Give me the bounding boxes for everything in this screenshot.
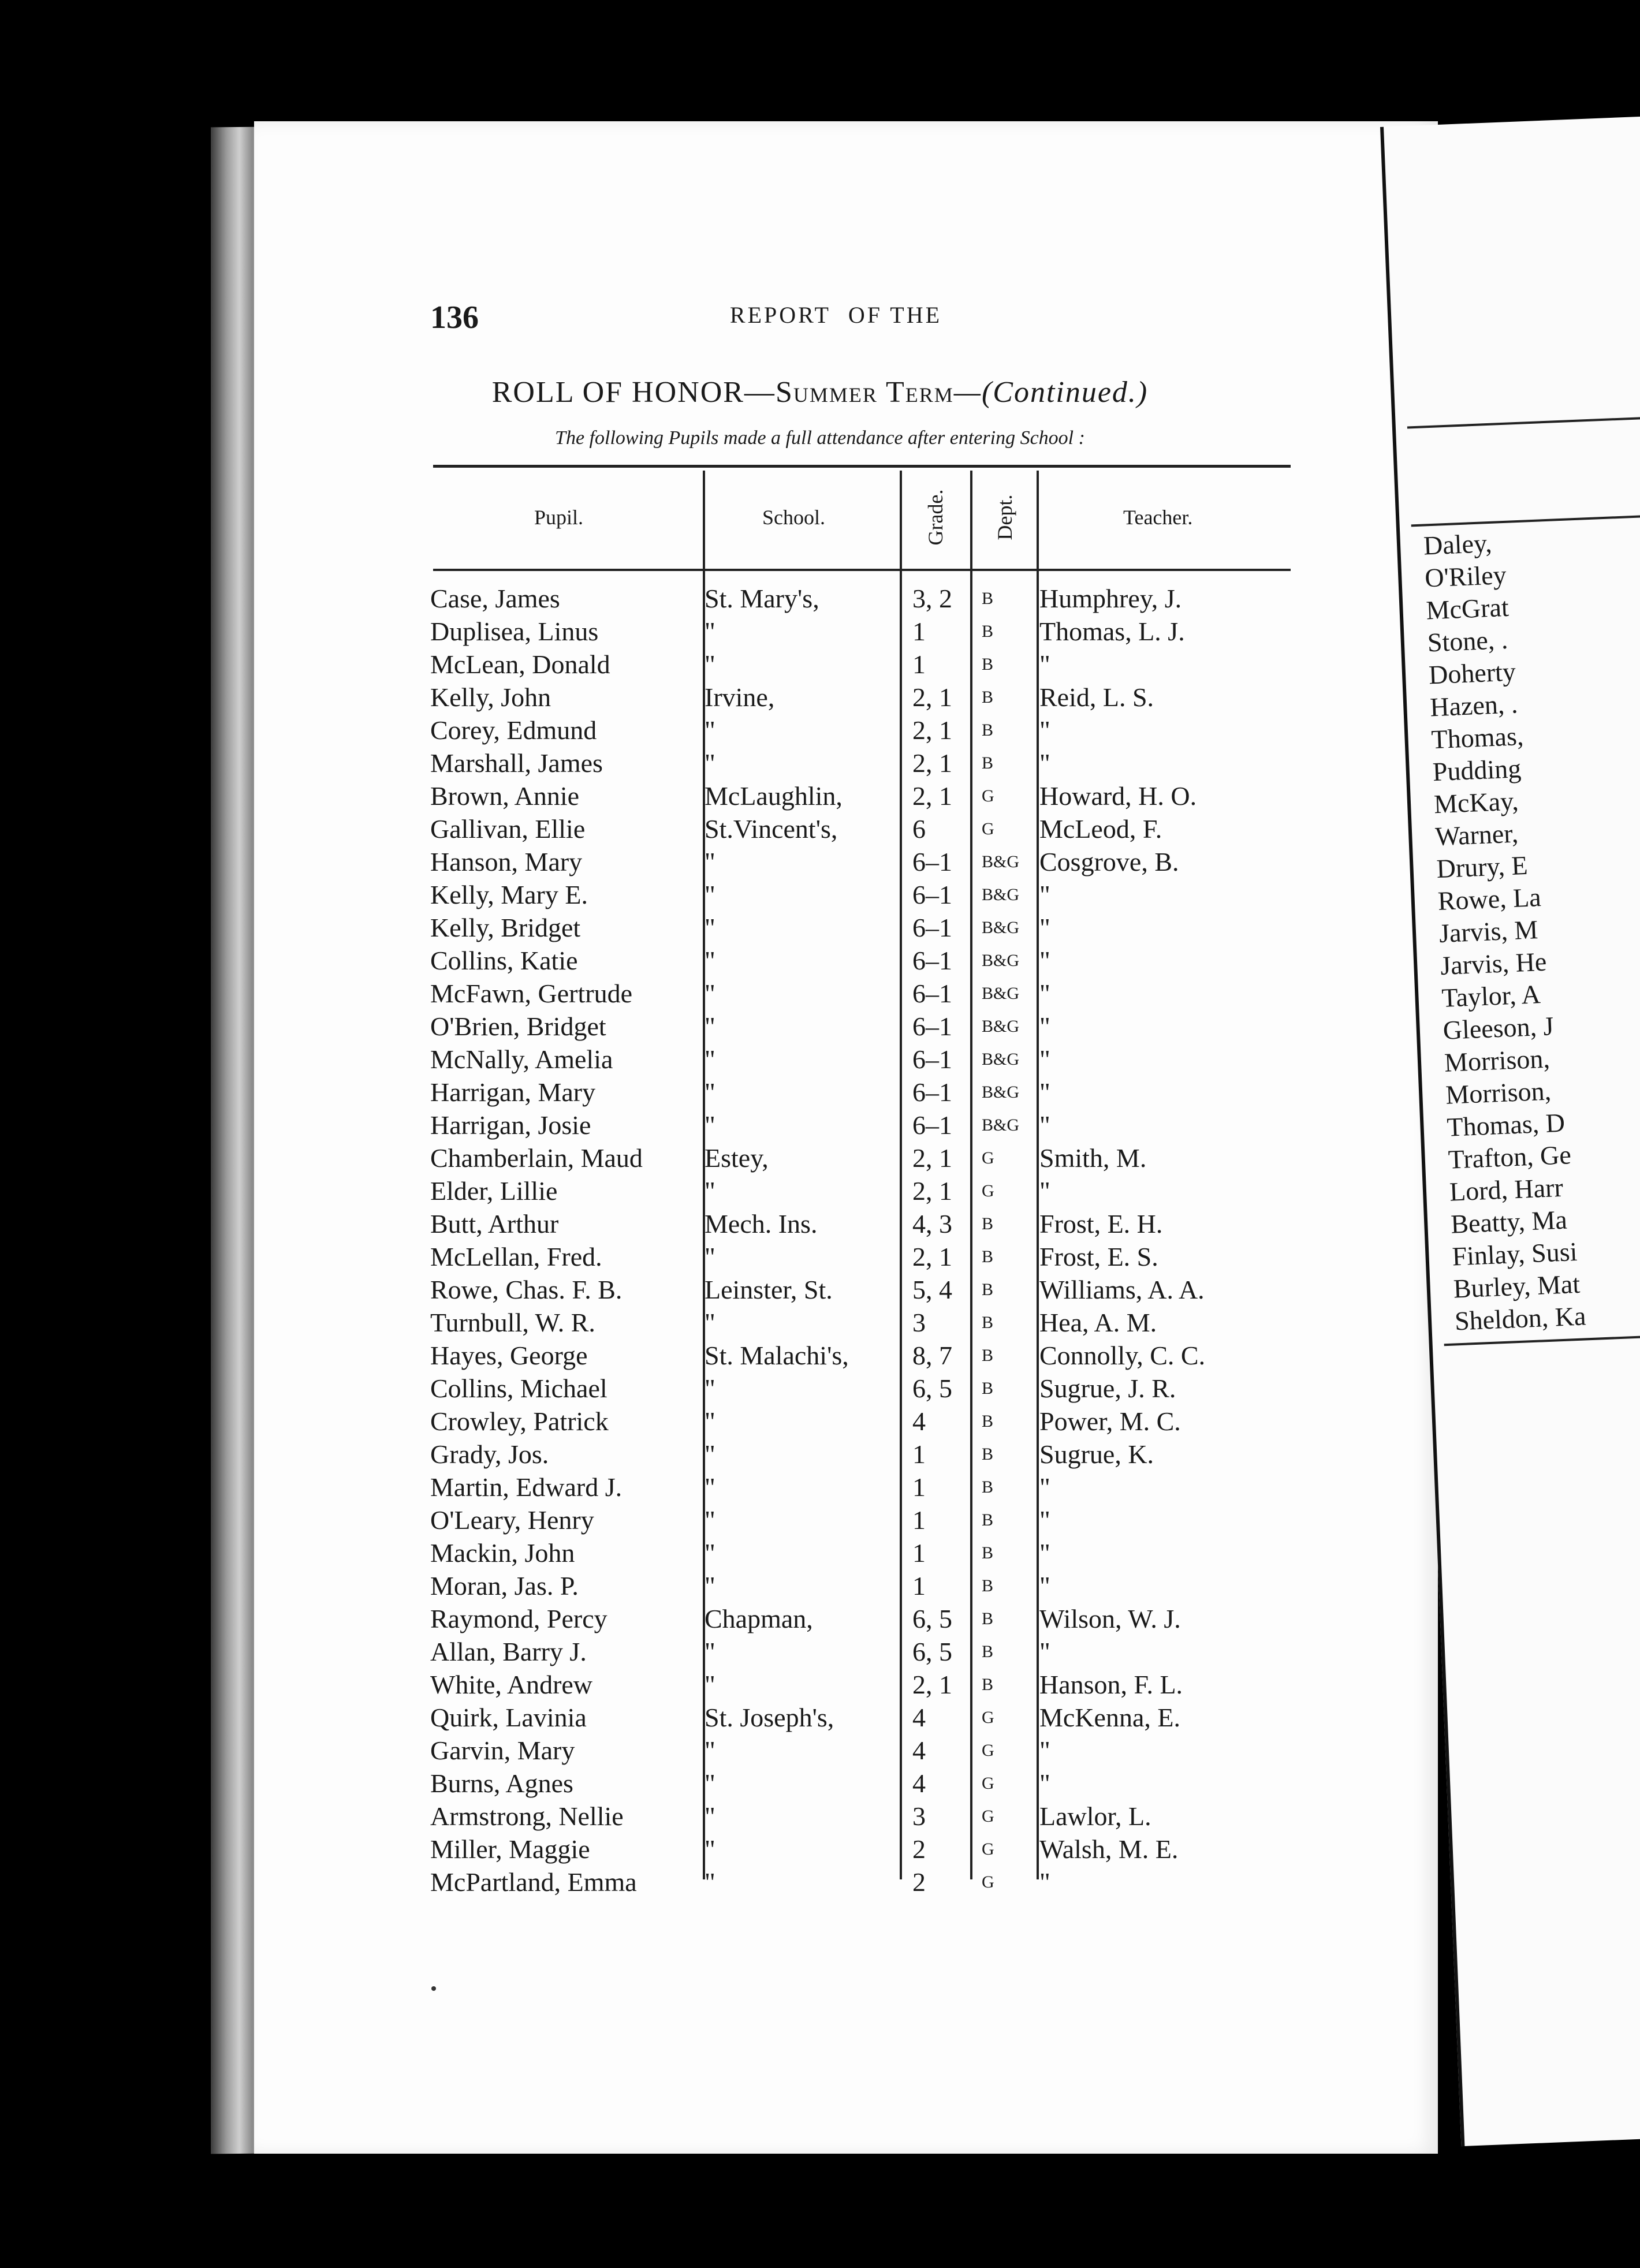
pupil-name: McFawn, Gertrude	[430, 979, 633, 1008]
table-row	[0, 1701, 1640, 1734]
pupil-name: O'Brien, Bridget	[430, 1012, 606, 1041]
school-name: "	[705, 847, 715, 876]
right-page-item: Beatty, Ma	[1450, 1204, 1568, 1239]
table-row	[0, 1142, 1640, 1174]
pupil-name: Crowley, Patrick	[430, 1407, 609, 1436]
table-row	[0, 1273, 1640, 1306]
column-header-school: School.	[762, 506, 826, 529]
dept-value: B	[982, 753, 994, 773]
table-row	[0, 1240, 1640, 1273]
right-page-item: Warner,	[1434, 818, 1519, 852]
teacher-name: "	[1039, 1110, 1050, 1140]
column-header-dept: Dept.	[993, 494, 1016, 540]
teacher-name: Lawlor, L.	[1039, 1801, 1151, 1831]
dept-value: B	[982, 1543, 994, 1562]
table-row	[0, 1635, 1640, 1668]
dept-value: B&G	[982, 918, 1020, 937]
grade-value: 2, 1	[912, 748, 952, 778]
teacher-name: Frost, E. S.	[1039, 1242, 1158, 1271]
dept-value: B	[982, 688, 994, 707]
dept-value: B	[982, 1576, 994, 1595]
grade-value: 6–1	[912, 847, 952, 876]
dept-value: B	[982, 655, 994, 674]
school-name: "	[705, 1308, 715, 1337]
school-name: "	[705, 880, 715, 909]
grade-value: 4	[912, 1703, 926, 1732]
teacher-name: Reid, L. S.	[1039, 682, 1154, 712]
pupil-name: O'Leary, Henry	[430, 1505, 594, 1535]
teacher-name: "	[1039, 1736, 1050, 1765]
dept-value: G	[982, 1708, 994, 1727]
table-row	[0, 1010, 1640, 1043]
pupil-name: Armstrong, Nellie	[430, 1801, 624, 1831]
teacher-name: "	[1039, 748, 1050, 778]
table-header-rule	[433, 569, 1291, 571]
dept-value: B	[982, 1445, 994, 1464]
grade-value: 6–1	[912, 1012, 952, 1041]
school-name: "	[705, 1538, 715, 1568]
teacher-name: McLeod, F.	[1039, 814, 1162, 844]
grade-value: 2	[912, 1834, 926, 1864]
teacher-name: "	[1039, 1045, 1050, 1074]
pupil-name: Garvin, Mary	[430, 1736, 575, 1765]
dept-value: G	[982, 1774, 994, 1793]
pupil-name: McLellan, Fred.	[430, 1242, 602, 1271]
grade-value: 4	[912, 1736, 926, 1765]
school-name: "	[705, 1045, 715, 1074]
teacher-name: "	[1039, 715, 1050, 745]
pupil-name: Elder, Lillie	[430, 1176, 558, 1206]
table-row	[0, 1339, 1640, 1372]
grade-value: 2, 1	[912, 781, 952, 811]
grade-value: 2, 1	[912, 1143, 952, 1173]
school-name: "	[705, 946, 715, 975]
table-row	[0, 1076, 1640, 1109]
table-row	[0, 582, 1640, 615]
school-name: "	[705, 1439, 715, 1469]
right-page-item: Thomas, D	[1446, 1107, 1566, 1142]
school-name: "	[705, 715, 715, 745]
dept-value: B	[982, 1247, 994, 1266]
school-name: "	[705, 1012, 715, 1041]
pupil-name: Burns, Agnes	[430, 1769, 573, 1798]
dept-value: B&G	[982, 852, 1020, 871]
pupil-name: White, Andrew	[430, 1670, 593, 1699]
table-row	[0, 1405, 1640, 1438]
grade-value: 2, 1	[912, 715, 952, 745]
stray-mark	[431, 1986, 436, 1991]
table-row	[0, 845, 1640, 878]
right-page-item: Gleeson, J	[1442, 1011, 1555, 1045]
teacher-name: Humphrey, J.	[1039, 584, 1182, 613]
teacher-name: "	[1039, 1012, 1050, 1041]
school-name: "	[705, 1867, 715, 1897]
school-name: "	[705, 979, 715, 1008]
running-head-right: OF THE	[848, 302, 942, 328]
teacher-name: "	[1039, 1637, 1050, 1666]
right-page-item: Pudding	[1432, 753, 1522, 787]
pupil-name: Case, James	[430, 584, 560, 613]
table-row	[0, 1306, 1640, 1339]
grade-value: 1	[912, 1505, 926, 1535]
right-page-item: Thomas,	[1430, 721, 1525, 755]
pupil-name: Harrigan, Josie	[430, 1110, 591, 1140]
dept-value: B	[982, 1379, 994, 1398]
grade-value: 6–1	[912, 1045, 952, 1074]
right-page-item: McKay,	[1433, 786, 1519, 819]
grade-value: 6–1	[912, 880, 952, 909]
teacher-name: Connolly, C. C.	[1039, 1341, 1206, 1370]
pupil-name: Raymond, Percy	[430, 1604, 607, 1633]
teacher-name: "	[1039, 1505, 1050, 1535]
table-row	[0, 1109, 1640, 1142]
teacher-name: "	[1039, 1769, 1050, 1798]
running-head	[0, 301, 1640, 329]
dept-value: B&G	[982, 984, 1020, 1003]
pupil-name: McPartland, Emma	[430, 1867, 637, 1897]
pupil-name: Corey, Edmund	[430, 715, 597, 745]
pupil-name: Hayes, George	[430, 1341, 588, 1370]
grade-value: 6–1	[912, 1077, 952, 1107]
school-name: "	[705, 1670, 715, 1699]
grade-value: 5, 4	[912, 1275, 952, 1304]
table-row	[0, 615, 1640, 648]
table-row	[0, 1043, 1640, 1076]
teacher-name: Wilson, W. J.	[1039, 1604, 1181, 1633]
table-row	[0, 911, 1640, 944]
table-row	[0, 714, 1640, 747]
section-subtitle: The following Pupils made a full attendance after entering School :	[555, 427, 1085, 449]
pupil-name: Kelly, Mary E.	[430, 880, 588, 909]
section-title-tail: —(Continued.)	[953, 376, 1149, 409]
grade-value: 1	[912, 1571, 926, 1601]
column-header-grade: Grade.	[924, 489, 947, 546]
school-name: Leinster, St.	[705, 1275, 833, 1304]
pupil-name: McLean, Donald	[430, 650, 610, 679]
grade-value: 6, 5	[912, 1637, 952, 1666]
school-name: "	[705, 913, 715, 942]
right-page-item: Trafton, Ge	[1447, 1140, 1572, 1174]
grade-value: 2, 1	[912, 1176, 952, 1206]
table-row	[0, 1833, 1640, 1866]
right-page-item: Sheldon, Ka	[1454, 1301, 1587, 1336]
table-row	[0, 1800, 1640, 1833]
table-row	[0, 779, 1640, 812]
school-name: "	[705, 1571, 715, 1601]
table-row	[0, 1207, 1640, 1240]
right-page-item: Taylor, A	[1441, 979, 1541, 1013]
teacher-name: "	[1039, 946, 1050, 975]
column-header-teacher: Teacher.	[1123, 506, 1193, 529]
teacher-name: Cosgrove, B.	[1039, 847, 1179, 876]
page-number: 136	[430, 300, 479, 335]
school-name: "	[705, 1407, 715, 1436]
school-name: "	[705, 617, 715, 646]
teacher-name: Williams, A. A.	[1039, 1275, 1205, 1304]
dept-value: G	[982, 819, 994, 838]
grade-value: 6–1	[912, 1110, 952, 1140]
pupil-name: Rowe, Chas. F. B.	[430, 1275, 623, 1304]
teacher-name: Sugrue, K.	[1039, 1439, 1154, 1469]
pupil-name: Chamberlain, Maud	[430, 1143, 643, 1173]
school-name: "	[705, 1637, 715, 1666]
grade-value: 6, 5	[912, 1604, 952, 1633]
pupil-name: Mackin, John	[430, 1538, 575, 1568]
right-page-item: Rowe, La	[1437, 882, 1542, 916]
table-row	[0, 1734, 1640, 1767]
grade-value: 1	[912, 1472, 926, 1502]
pupil-name: Brown, Annie	[430, 781, 580, 811]
school-name: "	[705, 1801, 715, 1831]
dept-value: G	[982, 1807, 994, 1826]
school-name: Mech. Ins.	[705, 1209, 818, 1239]
table-row	[0, 681, 1640, 714]
dept-value: G	[982, 1741, 994, 1760]
grade-value: 1	[912, 1439, 926, 1469]
grade-value: 6–1	[912, 913, 952, 942]
right-page-item: Lord, Harr	[1449, 1172, 1564, 1207]
right-page-item: Jarvis, M	[1438, 915, 1539, 949]
pupil-name: Hanson, Mary	[430, 847, 583, 876]
school-name: "	[705, 1110, 715, 1140]
school-name: "	[705, 1505, 715, 1535]
dept-value: B	[982, 1313, 994, 1332]
teacher-name: "	[1039, 1077, 1050, 1107]
school-name: Estey,	[705, 1143, 769, 1173]
grade-value: 6	[912, 814, 926, 844]
pupil-name: Gallivan, Ellie	[430, 814, 586, 844]
table-row	[0, 648, 1640, 681]
school-name: St. Mary's,	[705, 584, 819, 613]
right-page-item: Stone, .	[1426, 624, 1509, 658]
dept-value: B	[982, 622, 994, 641]
dept-value: G	[982, 1148, 994, 1167]
table-row	[0, 1504, 1640, 1536]
school-name: "	[705, 1472, 715, 1502]
dept-value: G	[982, 1872, 994, 1892]
school-name: "	[705, 1769, 715, 1798]
teacher-name: Hanson, F. L.	[1039, 1670, 1183, 1699]
grade-value: 1	[912, 650, 926, 679]
school-name: St. Malachi's,	[705, 1341, 849, 1370]
school-name: Irvine,	[705, 682, 775, 712]
section-title	[0, 375, 1640, 409]
grade-value: 2, 1	[912, 1670, 952, 1699]
school-name: St.Vincent's,	[705, 814, 838, 844]
teacher-name: "	[1039, 1867, 1050, 1897]
dept-value: B&G	[982, 1083, 1020, 1102]
table-row	[0, 747, 1640, 779]
grade-value: 6–1	[912, 979, 952, 1008]
grade-value: 1	[912, 617, 926, 646]
right-page-item: Hazen, .	[1429, 689, 1519, 722]
dept-value: B	[982, 1478, 994, 1497]
right-page-item: Daley,	[1423, 528, 1493, 561]
pupil-name: Butt, Arthur	[430, 1209, 559, 1239]
table-row	[0, 1668, 1640, 1701]
school-name: St. Joseph's,	[705, 1703, 834, 1732]
school-name: "	[705, 1077, 715, 1107]
grade-value: 2, 1	[912, 1242, 952, 1271]
school-name: "	[705, 1242, 715, 1271]
right-page-item: Morrison,	[1444, 1043, 1550, 1077]
school-name: "	[705, 748, 715, 778]
dept-value: B&G	[982, 1050, 1020, 1069]
right-page-item: Burley, Mat	[1452, 1269, 1581, 1304]
pupil-name: Martin, Edward J.	[430, 1472, 623, 1502]
right-page-item: Finlay, Susi	[1451, 1236, 1578, 1271]
dept-value: B	[982, 721, 994, 740]
table-row	[0, 944, 1640, 977]
teacher-name: Power, M. C.	[1039, 1407, 1181, 1436]
right-page-item: McGrat	[1425, 592, 1509, 625]
grade-value: 4, 3	[912, 1209, 952, 1239]
grade-value: 2, 1	[912, 682, 952, 712]
dept-value: B	[982, 1214, 994, 1233]
pupil-name: Turnbull, W. R.	[430, 1308, 595, 1337]
teacher-name: Sugrue, J. R.	[1039, 1374, 1176, 1403]
grade-value: 2	[912, 1867, 926, 1897]
teacher-name: Smith, M.	[1039, 1143, 1147, 1173]
pupil-name: Miller, Maggie	[430, 1834, 590, 1864]
right-page-rule-header	[1411, 514, 1640, 527]
teacher-name: McKenna, E.	[1039, 1703, 1180, 1732]
pupil-name: Harrigan, Mary	[430, 1077, 596, 1107]
school-name: "	[705, 1176, 715, 1206]
teacher-name: "	[1039, 1176, 1050, 1206]
teacher-name: "	[1039, 1472, 1050, 1502]
table-top-rule	[433, 465, 1291, 468]
teacher-name: "	[1039, 880, 1050, 909]
dept-value: B	[982, 1510, 994, 1530]
grade-value: 6, 5	[912, 1374, 952, 1403]
teacher-name: Hea, A. M.	[1039, 1308, 1157, 1337]
school-name: "	[705, 650, 715, 679]
column-header-pupil: Pupil.	[534, 506, 584, 529]
dept-value: B	[982, 589, 994, 608]
pupil-name: Quirk, Lavinia	[430, 1703, 587, 1732]
table-row	[0, 1536, 1640, 1569]
grade-value: 8, 7	[912, 1341, 952, 1370]
table-row	[0, 1471, 1640, 1504]
school-name: "	[705, 1834, 715, 1864]
table-row	[0, 1866, 1640, 1898]
dept-value: B	[982, 1609, 994, 1628]
grade-value: 6–1	[912, 946, 952, 975]
grade-value: 3	[912, 1801, 926, 1831]
right-page-item: Drury, E	[1436, 850, 1529, 884]
grade-value: 3, 2	[912, 584, 952, 613]
pupil-name: Moran, Jas. P.	[430, 1571, 579, 1601]
dept-value: G	[982, 1181, 994, 1200]
school-name: "	[705, 1736, 715, 1765]
pupil-name: Marshall, James	[430, 748, 603, 778]
dept-value: B	[982, 1346, 994, 1365]
grade-value: 3	[912, 1308, 926, 1337]
school-name: McLaughlin,	[705, 781, 843, 811]
section-title-main: ROLL OF HONOR—	[491, 376, 776, 409]
grade-value: 4	[912, 1407, 926, 1436]
teacher-name: "	[1039, 913, 1050, 942]
teacher-name: Thomas, L. J.	[1039, 617, 1185, 646]
pupil-name: Collins, Katie	[430, 946, 578, 975]
pupil-name: Kelly, John	[430, 682, 551, 712]
dept-value: B&G	[982, 1017, 1020, 1036]
table-row	[0, 812, 1640, 845]
dept-value: G	[982, 786, 994, 805]
dept-value: B&G	[982, 951, 1020, 970]
dept-value: B	[982, 1642, 994, 1661]
teacher-name: "	[1039, 979, 1050, 1008]
table-row	[0, 1372, 1640, 1405]
right-page-item: O'Riley	[1424, 559, 1507, 593]
section-title-term: Summer Term	[775, 376, 954, 409]
table-row	[0, 1569, 1640, 1602]
right-page-item: Jarvis, He	[1440, 946, 1548, 980]
pupil-name: Duplisea, Linus	[430, 617, 599, 646]
teacher-name: "	[1039, 650, 1050, 679]
pupil-name: Kelly, Bridget	[430, 913, 581, 942]
table-row	[0, 1602, 1640, 1635]
pupil-name: Collins, Michael	[430, 1374, 607, 1403]
right-page-item: Morrison,	[1445, 1076, 1552, 1110]
table-row	[0, 1767, 1640, 1800]
grade-value: 1	[912, 1538, 926, 1568]
teacher-name: "	[1039, 1571, 1050, 1601]
teacher-name: Walsh, M. E.	[1039, 1834, 1179, 1864]
table-row	[0, 977, 1640, 1010]
teacher-name: "	[1039, 1538, 1050, 1568]
teacher-name: Frost, E. H.	[1039, 1209, 1163, 1239]
dept-value: B&G	[982, 1116, 1020, 1135]
running-head-left: REPORT	[729, 302, 831, 328]
school-name: Chapman,	[705, 1604, 813, 1633]
pupil-name: Allan, Barry J.	[430, 1637, 587, 1666]
right-page-item: Doherty	[1428, 656, 1516, 690]
table-row	[0, 1438, 1640, 1471]
dept-value: B&G	[982, 885, 1020, 904]
dept-value: B	[982, 1675, 994, 1694]
table-row	[0, 878, 1640, 911]
dept-value: B	[982, 1412, 994, 1431]
grade-value: 4	[912, 1769, 926, 1798]
teacher-name: Howard, H. O.	[1039, 781, 1197, 811]
table-row	[0, 1174, 1640, 1207]
dept-value: G	[982, 1840, 994, 1859]
pupil-name: Grady, Jos.	[430, 1439, 549, 1469]
school-name: "	[705, 1374, 715, 1403]
pupil-name: McNally, Amelia	[430, 1045, 613, 1074]
dept-value: B	[982, 1280, 994, 1299]
